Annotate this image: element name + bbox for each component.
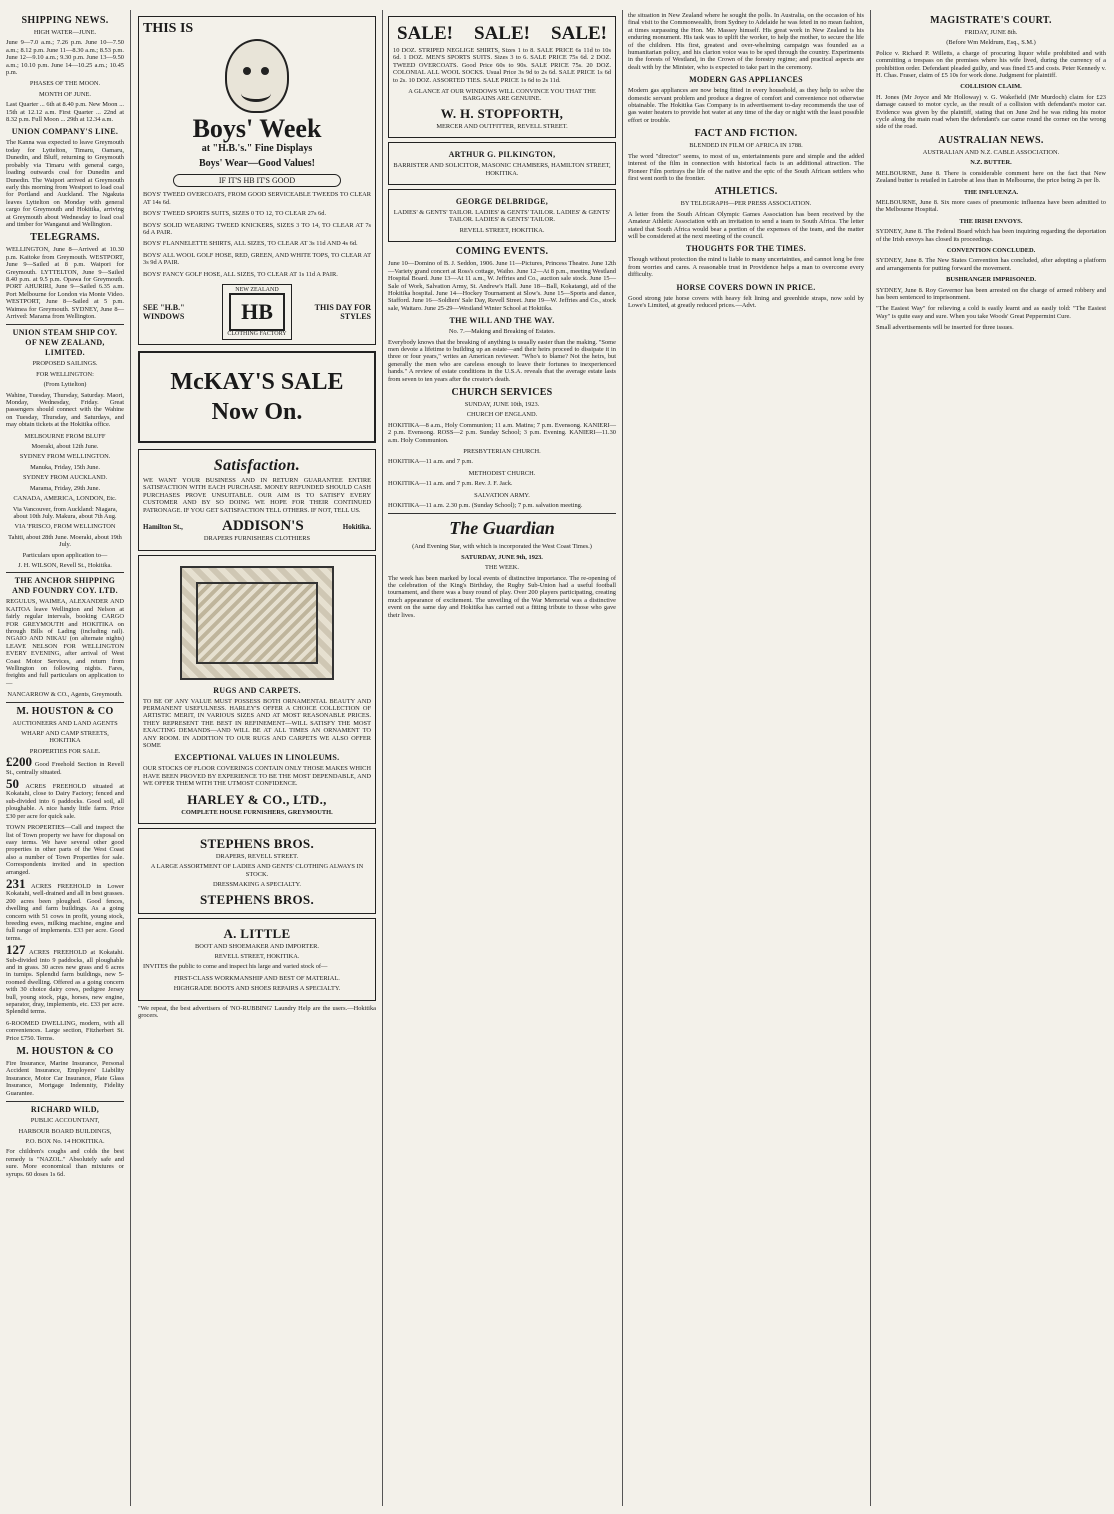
will-sub: No. 7.—Making and Breaking of Estates.	[448, 328, 556, 336]
butter-title: N.Z. BUTTER.	[970, 159, 1012, 167]
boys-week-ad	[138, 16, 376, 345]
see-hb: SEE "H.B." WINDOWS	[143, 303, 185, 322]
convention-text: SYDNEY, June 8. The New States Convention has concluded, after adopting a platform and arrangements for putting forward the movement.	[876, 257, 1106, 272]
houston-sub: AUCTIONEERS AND LAND AGENTS	[12, 719, 118, 727]
covers-text: Good strong jute horse covers with heavy felt lining and greenhide straps, now sold by Lowe's Limited, at greatly reduced prices.—Advt.	[628, 294, 864, 309]
stephens-title: STEPHENS BROS.	[199, 835, 314, 851]
will-title: THE WILL AND THE WAY.	[449, 316, 555, 326]
butter-text: MELBOURNE, June 8. There is considerable comment here on the fact that New Zealand butter is retailed in Latrobe at less than in Melbourne, the price being 2s per lb.	[876, 169, 1106, 185]
athletics-title: ATHLETICS.	[714, 186, 778, 198]
moon-phases: Last Quarter ... 6th at 8.40 p.m. New Moon ... 15th at 12.12 a.m. First Quarter ... 22nd at 8.32 p.m. Full Moon ... 29th at 12.34 a.m.	[6, 101, 124, 124]
addisons-ad	[138, 449, 376, 550]
salvation-text: HOKITIKA—11 a.m. 2.30 p.m. (Sunday School); 7 p.m. salvation meeting.	[388, 502, 583, 510]
boys-week: Boys' Week	[192, 114, 322, 143]
telegrams-title: TELEGRAMS.	[30, 232, 100, 244]
stephens-ad	[138, 828, 376, 914]
court-date: FRIDAY, JUNE 8th.	[964, 29, 1018, 36]
nazol-text: For children's coughs and colds the best remedy is "NAZOL." Absolutely safe and sure. More economical than mixtures or syrups. 60 doses 1s 6d.	[6, 1148, 124, 1178]
boys-item-1: BOYS' TWEED OVERCOATS, FROM GOOD SERVICEABLE TWEEDS TO CLEAR AT 14s 6d.	[143, 191, 371, 206]
collision-text: H. Jones (Mr Joyce and Mr Holloway) v. G. Wakefield (Mr Murdoch) claim for £23 damage caused to motor cycle, as the result of a collision with defendant's motor car. Evidence was given by the plaintiff, stating that on June 2nd he was riding his motor cycle along the main road when the defendant's car came round the corner on the wrong side of the road.	[876, 93, 1106, 131]
column-news	[624, 12, 868, 1508]
frisco-sub: Tahiti, about 28th June. Moeraki, about 19th July.	[8, 533, 122, 549]
mckay-sub: Now On.	[211, 399, 303, 426]
if-its-hb: IF IT'S HB IT'S GOOD	[173, 174, 341, 187]
collision-title: COLLISION CLAIM.	[960, 83, 1022, 91]
anchor-agent: NANCARROW & CO., Agents, Greymouth.	[7, 691, 123, 699]
week-title: THE WEEK.	[485, 564, 519, 572]
envoys-title: THE IRISH ENVOYS.	[959, 217, 1023, 225]
lino-title: EXCEPTIONAL VALUES IN LINOLEUMS.	[174, 753, 340, 763]
week-text: The week has been marked by local events of distinctive importance. The re-opening of the celebration of the King's Birthday, the Rugby Sub-Union had a useful football tournament, and there was a busy round of play. Over 200 players participating, creating much appearance of excitement. The unveiling of the War Memorial was a distinctive event on the same day and Hokitika has carried out a fitting tribute to those who gave their lives.	[388, 574, 616, 619]
column-rule	[622, 10, 623, 1506]
boy-face-icon	[225, 39, 289, 113]
rug-image-icon	[180, 566, 334, 680]
p3-text: TOWN PROPERTIES—Call and inspect the list of Town property we have for disposal on easy terms. We have several other good properties in other parts of the West Coast also a number of Town Properties for sale. Correspondents invited and in spection arranged.	[6, 824, 124, 876]
easiest-text: "The Easiest Way" for relieving a cold is easily learnt and as easily told: "The Easiest Way" is quite easy and sure. When you take Woods' Great Peppermint Cure.	[876, 305, 1106, 320]
sale-3: SALE!	[551, 23, 607, 44]
methodist-title: METHODIST CHURCH.	[468, 469, 536, 477]
union-title: UNION COMPANY'S LINE.	[11, 127, 119, 137]
moon-title: PHASES OF THE MOON.	[29, 80, 101, 88]
tide-title: HIGH WATER—JUNE.	[33, 29, 97, 36]
this-day: THIS DAY FOR STYLES	[314, 303, 371, 322]
athletics-sub: BY TELEGRAPH—PER PRESS ASSOCIATION.	[680, 200, 812, 208]
column-rule	[382, 10, 383, 1506]
thoughts-title: THOUGHTS FOR THE TIMES.	[686, 244, 806, 254]
for-wellington: FOR WELLINGTON:	[36, 370, 94, 378]
sale-items: 10 DOZ. STRIPED NEGLIGE SHIRTS, Sizes 1 to 8. SALE PRICE 6s 11d to 10s 6d. 1 DOZ. MEN'S SPORTS SUITS. Sizes 3 to 6. SALE PRICE 75s 6d. 2 DOZ. TWEED OVERCOATS. Good Price 60s to 90s. SALE PRICE 75s. 20 DOZ. COLONIAL ALL WOOL SOCKS. Usual Price 3s 9d to 2s 6d. SALE PRICE 1s 6d to 2s. 10 DOZ. ASSORTED TIES. SALE PRICE 1s 6d to 2s 11d.	[393, 47, 611, 84]
little-title: A. LITTLE	[223, 925, 291, 941]
influenza-text: MELBOURNE, June 8. Six more cases of pneumonic influenza have been admitted to the Melbourne Hospital.	[876, 198, 1106, 214]
sydney-title: SYDNEY FROM WELLINGTON.	[19, 453, 111, 461]
delbridge-sub: LADIES' & GENTS' TAILOR. LADIES' & GENTS' TAILOR. LADIES' & GENTS' TAILOR. LADIES' & GENTS' TAILOR.	[393, 209, 611, 224]
properties-title: PROPERTIES FOR SALE.	[29, 747, 101, 755]
hb-displays: at "H.B.'s." Fine Displays	[201, 143, 313, 154]
particulars: Particulars upon application to—	[22, 551, 108, 559]
this-is: THIS IS	[143, 21, 194, 36]
pilkington-ad	[388, 142, 616, 185]
stopforth-title: W. H. STOPFORTH,	[440, 105, 564, 121]
shipping-title: SHIPPING NEWS.	[21, 15, 109, 26]
australian-title: AUSTRALIAN NEWS.	[938, 134, 1044, 146]
p2-text: ACRES FREEHOLD situated at Kokatahi, close to Dairy Factory; fenced and sub-divided into 6 paddocks. Good soil, all ploughable. A nice handy little farm. Price £30 per acre for quick sale.	[6, 783, 124, 820]
telegrams-text: WELLINGTON, June 8—Arrived at 10.30 p.m. Kaitoke from Greymouth. WESTPORT, June 9—Sailed at 8 p.m. Waipori for Greymouth. LYTTELTON, June 9—Sailed 8.40 p.m. at 9.5 p.m. Opawa for Greymouth. PORT AHURIRI, June 9—Sailed 6.35 a.m. Port Melbourne for London via Monte Video. WESTPORT, June 8—Sailed at 5 p.m. Waimea for Greymouth. SYDNEY, June 8—Arrived: Marama from Wellington.	[6, 246, 124, 320]
wahine-text: Wahine, Tuesday, Thursday, Saturday. Maori, Monday, Wednesday, Friday. Great passengers should connect with the Wahine on Tuesday, Thursday, and Saturdays, and may obtain tickets at the Hokitika office.	[6, 391, 124, 429]
stephens-title-2: STEPHENS BROS.	[199, 891, 314, 907]
harley-title: HARLEY & CO., LTD.,	[187, 791, 327, 807]
envoys-text: SYDNEY, June 8. The Federal Board which has been inquiring regarding the deportation of the Irish envoys has closed its proceedings.	[876, 228, 1106, 243]
agent: J. H. WILSON, Revell St., Hokitika.	[18, 561, 112, 569]
salvation-title: SALVATION ARMY.	[474, 491, 530, 499]
pilkington-title: ARTHUR G. PILKINGTON,	[448, 150, 556, 160]
convention-title: CONVENTION CONCLUDED.	[946, 246, 1036, 254]
boys-item-4: BOYS' FLANNELETTE SHIRTS, ALL SIZES, TO CLEAR AT 3s 11d AND 4s 6d.	[143, 240, 358, 248]
repeat-text: "We repeat, the best advertisers of 'NO-RUBBING' Laundry Help are the users.—Hokitika grocers.	[138, 1004, 376, 1020]
boys-item-5: BOYS' ALL WOOL GOLF HOSE, RED, GREEN, AND WHITE TOPS, TO CLEAR AT 3s 9d A PAIR.	[143, 251, 371, 267]
athletics-text: A letter from the South African Olympic Games Association has been received by the Amateur Athletic Association with an invitation to send a team to South Africa. The letter stated that South Africa would bear a portion of the expenses of the team, and the matter will be considered at the next meeting of the council.	[628, 210, 864, 240]
little-addr: REVELL STREET, HOKITIKA.	[214, 953, 300, 960]
wild-title: RICHARD WILD,	[30, 1105, 100, 1115]
delbridge-ad	[388, 189, 616, 242]
p2-price: 50	[6, 776, 19, 792]
dressmaking: DRESSMAKING A SPECIALTY.	[213, 881, 301, 889]
p5-text: ACRES FREEHOLD at Kokatahi. Sub-divided into 9 paddocks, all ploughable and in grass. 30 acres new grass and 6 acres in turnips. Splendid farm buildings, new 5-roomed dwelling. Offered as a going concern with 30 choice dairy cows, pedigree Jersey bull, young stock, pigs, horses, new engine, separator, dray, implements, etc. £33 per acre. Splendid terms.	[6, 949, 125, 1016]
union-text: The Kanna was expected to leave Greymouth today for Lyttelton, Timaru, Oamaru, Dunedin, and Bluff, returning to Greymouth probably via Timaru with general cargo, loading outwards coal for Dunedin and Dunedin. The Waipori arrived at Greymouth early this morning from Westport to load coal for Portland and Auckland. The Ngakuta leaves Lyttelton on Monday with general cargo for Greymouth and Hokitika, arriving at Greymouth about Wednesday to load coal and timber for Wanganui and Wellington.	[6, 139, 124, 228]
methodist-text: HOKITIKA—11 a.m. and 7 p.m. Rev. J. F. Jack.	[388, 480, 513, 488]
auckland-sub: Marama, Friday, 29th June.	[29, 484, 101, 492]
church-eng: CHURCH OF ENGLAND.	[466, 411, 538, 419]
guardian-sub: (And Evening Star, with which is incorporated the West Coast Times.)	[412, 543, 592, 551]
boys-item-2: BOYS' TWEED SPORTS SUITS, SIZES 0 TO 12, TO CLEAR 27s 6d.	[143, 210, 327, 218]
lino-text: OUR STOCKS OF FLOOR COVERINGS CONTAIN ONLY THOSE MAKES WHICH HAVE BEEN PROVED BY EXPERIENCE TO BE THE MOST DEPENDABLE, AND WE OFFER THEM WITH THE UTMOST CONFIDENCE.	[143, 765, 371, 788]
advertisement-text: Small advertisements will be inserted for three issues.	[876, 324, 1014, 332]
insurance-text: Fire Insurance, Marine Insurance, Personal Accident Insurance, Employers' Liability Insurance, Motor Car Insurance, Plate Glass Insurance, Mortgage Indemnity, Fidelity Guarantee.	[6, 1060, 124, 1097]
mckay-ad	[138, 351, 376, 443]
covers-title: HORSE COVERS DOWN IN PRICE.	[676, 282, 816, 292]
church-title: CHURCH SERVICES	[451, 386, 553, 398]
little-sub: BOOT AND SHOEMAKER AND IMPORTER.	[195, 942, 319, 950]
canada-title: CANADA, AMERICA, LONDON, Etc.	[13, 495, 117, 503]
australian-sub: AUSTRALIAN AND N.Z. CABLE ASSOCIATION.	[922, 148, 1060, 156]
high-grade: HIGHGRADE BOOTS AND SHOES REPAIRS A SPECIALTY.	[173, 985, 341, 993]
sale-2: SALE!	[474, 23, 530, 44]
gas-title: MODERN GAS APPLIANCES	[689, 75, 803, 85]
little-text: INVITES the public to come and inspect his large and varied stock of—	[143, 963, 328, 971]
boys-item-3: BOYS' SOLID WEARING TWEED KNICKERS, SIZES 3 TO 14, TO CLEAR AT 7s 6d A PAIR.	[143, 221, 371, 237]
presby-text: HOKITIKA—11 a.m. and 7 p.m.	[388, 458, 473, 466]
stopforth-ad	[388, 16, 616, 138]
pilkington-sub: BARRISTER AND SOLICITOR, MASONIC CHAMBERS, HAMILTON STREET, HOKITIKA.	[393, 162, 611, 177]
glance: A GLANCE AT OUR WINDOWS WILL CONVINCE YOU THAT THE BARGAINS ARE GENUINE.	[408, 88, 596, 103]
wild-addr: HARBOUR BOARD BUILDINGS,	[18, 1127, 112, 1135]
stephens-text: A LARGE ASSORTMENT OF LADIES AND GENTS' CLOTHING ALWAYS IN STOCK.	[150, 863, 364, 878]
moon-sub: MONTH OF JUNE.	[38, 90, 91, 98]
little-ad	[138, 918, 376, 1001]
harley-ad	[138, 555, 376, 824]
fact-text: The word "director" seems, to most of us, entertainments pure and simple and the added interest of the film in connection with historical facts is an additional attraction. The Pioneer Film portrays the life of the native and the epic of the South African settlers who first went north to the frontier.	[628, 152, 864, 182]
anchor-text: REGULUS, WAIMEA, ALEXANDER AND KAITOA leave Wellington and Nelson at fairly regular intervals, booking CARGO FOR GREYMOUTH and HOKITIKA on through Bills of Lading (including rail). NGAIO AND NIKAU (on alternate nights) LEAVE NELSON FOR WELLINGTON EVERY EVENING, after arrival of West Coast Motor Services, and return from Wellington on following nights. Fares, freights and full particulars on application to—	[6, 598, 124, 687]
houston-title: M. HOUSTON & CO	[16, 705, 114, 717]
court-title: MAGISTRATE'S COURT.	[930, 15, 1052, 26]
will-text: Everybody knows that the breaking of anything is usually easier than the making. "Some men devote a lifetime to building up an estate—and their heirs proceed to dissipate it in three or four years," writes an American reviewer. "Who's to blame? Not the heirs, but generally the men who are careless enough to leave their fortunes to inexperienced hands." A review of estate conditions in the U.S.A. reveals that the average estate lasts from seven to ten years after the creator's death.	[388, 338, 616, 383]
court-sub: (Before Wm Meldrum, Esq., S.M.)	[946, 39, 1036, 47]
canada-sub: Via Vancouver, from Auckland: Niagara, about 10th July. Makura, about 7th Aug.	[12, 505, 118, 520]
auckland-title: SYDNEY FROM AUCKLAND.	[22, 474, 108, 482]
from-lyttelton: (From Lyttelton)	[43, 381, 87, 389]
addisons-name: ADDISON'S	[221, 518, 304, 535]
coming-title: COMING EVENTS.	[455, 246, 549, 258]
main-text: the situation in New Zealand where he sought the polls. In Australia, on the occasion of his final visit to the Commonwealth, from Sydney to Adelaide he was feted in no mean fashion, at times surpassing the Hon. Mr. Massey himself. His great work in New Zealand is his enduring monument. His task was to uplift the worker, to help the mother, to secure the life of the children. His first, greatest and over-whelming campaign was founded as a humanitarian policy, and his clarion voice was to be sped through the country. Experiments in the forests of Westland, in the Crown of the forestry regime; and practical aspects are dealt with by the Minister, who is expected to take part in the ceremony.	[628, 12, 864, 71]
bushranger-title: BUSHRANGER IMPRISONED.	[946, 276, 1036, 284]
houston-addr: WHARF AND CAMP STREETS, HOKITIKA	[21, 730, 109, 745]
hb-logo	[222, 284, 291, 340]
court-text: Police v. Richard P. Willetts, a charge of procuring liquor while prohibited and with committing a trespass on the premises where his wife lived, during the currency of a prohibition order. Defendant pleaded guilty, and was fined £5 and costs. Peter Kennedy v. H. Chas. Fraser, claim of £5 10s for work done. Judgment for plaintiff.	[876, 49, 1106, 80]
tides: June 9—7.0 a.m.; 7.26 p.m. June 10—7.50 a.m.; 8.12 p.m. June 11—8.30 a.m.; 8.53 p.m. June 12—9.10 a.m.; 9.30 p.m. June 13—9.50 a.m.; 10.10 p.m. June 14—10.25 a.m.; 10.45 p.m.	[6, 39, 124, 77]
influenza-title: THE INFLUENZA.	[963, 188, 1019, 196]
uss-title: UNION STEAM SHIP COY. OF NEW ZEALAND, LIMITED.	[12, 328, 118, 358]
gas-text: Modern gas appliances are now being fitted in every household, as they help to solve the domestic servant problem and produce a degree of comfort and convenience not otherwise obtainable. The Hokitika Gas Company is in advertisement to-day recommends the use of gas water heaters to provide hot water at any time of the day or night with the least possible effort or trouble.	[628, 87, 864, 124]
column-rule	[870, 10, 871, 1506]
p1-price: £200	[6, 754, 32, 770]
mckay-title: McKAY'S SALE	[170, 369, 344, 396]
melbourne-title: MELBOURNE FROM BLUFF	[24, 432, 106, 440]
satisfaction-title: Satisfaction.	[213, 457, 301, 475]
satisfaction-text: WE WANT YOUR BUSINESS AND IN RETURN GUARANTEE ENTIRE SATISFACTION WITH EACH PURCHASE. MONEY REFUNDED SHOULD CASH PURCHASES PROVE UNSUITABLE. OUR AIM IS TO SATISFY EVERY CUSTOMER AND BY SO DOING WE HOPE FOR THEIR CONTINUED PATRONAGE. IF YOU GET SATISFACTION TELL OTHERS. IF NOT, TELL US.	[143, 477, 371, 514]
column-shipping	[2, 12, 128, 1508]
p6-text: 6-ROOMED DWELLING, modern, with all conveniences. Large section, Fitzherbert St. Price £750. Terms.	[6, 1019, 124, 1042]
proposed-sailings: PROPOSED SAILINGS.	[32, 360, 98, 368]
stephens-sub: DRAPERS, REVELL STREET.	[215, 852, 299, 860]
wild-box: P.O. BOX No. 14 HOKITIKA.	[25, 1137, 105, 1145]
boys-wear: Boys' Wear—Good Values!	[199, 158, 315, 169]
addisons-trades: DRAPERS FURNISHERS CLOTHIERS	[203, 535, 311, 543]
rugs-title: RUGS AND CARPETS.	[213, 685, 301, 695]
column-court	[872, 12, 1110, 1508]
delbridge-addr: REVELL STREET, HOKITIKA.	[459, 226, 545, 234]
delbridge-title: GEORGE DELBRIDGE,	[455, 197, 549, 207]
fact-title: FACT AND FICTION.	[694, 128, 798, 140]
column-adverts	[134, 12, 380, 1508]
anchor-title: THE ANCHOR SHIPPING AND FOUNDRY COY. LTD.	[12, 576, 118, 596]
stopforth-sub: MERCER AND OUTFITTER, REVELL STREET.	[436, 122, 568, 130]
sale-1: SALE!	[397, 23, 453, 44]
p4-text: ACRES FREEHOLD in Lower Kokatahi, well-drained and all in best grasses. 200 acres been ploughed. Good fences, dwelling and farm buildings. As a going concern with 51 cows in profit, young stock, breeding ewes, milking machine, engine and full range of implements. £33 per acre. Good terms.	[6, 882, 124, 942]
fact-sub: BLENDED IN FILM OF AFRICA IN 1788.	[689, 142, 803, 150]
column-sale	[384, 12, 620, 1508]
first-class: FIRST-CLASS WORKMANSHIP AND BEST OF MATERIAL.	[174, 974, 340, 982]
bushranger-text: SYDNEY, June 8. Roy Governor has been arrested on the charge of armed robbery and has been sentenced to imprisonment.	[876, 286, 1106, 301]
p4-price: 231	[6, 875, 26, 891]
column-rule	[130, 10, 131, 1506]
hb-mark: HB	[229, 293, 285, 331]
church-date: SUNDAY, JUNE 10th, 1923.	[464, 400, 540, 408]
guardian-date: SATURDAY, JUNE 9th, 1923.	[461, 553, 543, 561]
addisons-street: Hamilton St.,	[143, 522, 183, 531]
church-text: HOKITIKA—8 a.m., Holy Communion; 11 a.m. Matins; 7 p.m. Evensong. KANIERI—2 p.m. Evensong. ROSS—2 p.m. Sunday School; 3 p.m. Evening. KANIERI—11.30 a.m. Holy Communion.	[388, 421, 616, 444]
p1-text: Good Freehold Section in Revell St., centrally situated.	[6, 761, 124, 776]
guardian-title: The Guardian	[449, 518, 555, 539]
melbourne-sub: Moeraki, about 12th June.	[31, 443, 99, 451]
houston-title-2: M. HOUSTON & CO	[16, 1046, 114, 1058]
p5-price: 127	[6, 942, 26, 958]
hb-clothing: CLOTHING FACTORY	[227, 331, 287, 338]
coming-text: June 10—Domino of B. J. Seddon, 1906. June 11—Pictures, Princess Theatre. June 12th—Variety grand concert at Ross's cottage, Waiho. June 12—At 8 p.m., meeting Westland Hospital Board. June 13—At 11 a.m., W. Jeffries and Co., auction sale stock. June 15—Sale of Work, Salvation Army, St. Andrew's Hall. June 18—Ball, Kokatangi, aid of the Hokitika hospital. June 14—Hockey Tournament at Slow's. June 15—Sports and dance, Stafford. June 16—Soldiers' Sale Day, Revell Street. June 19—W. Jeffries and Co., stock sale, Waitaro. June 25-29—Westland Winter School at Hokitika.	[388, 260, 616, 312]
wild-sub: PUBLIC ACCOUNTANT,	[30, 1117, 100, 1125]
addisons-town: Hokitika.	[342, 522, 371, 531]
harley-sub: COMPLETE HOUSE FURNISHERS, GREYMOUTH.	[181, 808, 333, 816]
presby-title: PRESBYTERIAN CHURCH.	[463, 448, 541, 455]
boys-item-6: BOYS' FANCY GOLF HOSE, ALL SIZES, TO CLEAR AT 1s 11d A PAIR.	[143, 270, 338, 278]
thoughts-text: Though without protection the mind is liable to many uncertainties, and cannot long be free from worries and cares. A reasonable trust in Providence helps a man to overcome every difficulty.	[628, 256, 864, 279]
rugs-text: TO BE OF ANY VALUE MUST POSSESS BOTH ORNAMENTAL BEAUTY AND PERMANENT USEFULNESS. HARLEY'S OFFER A CHOICE COLLECTION OF ARTISTIC MERIT, IN VARIOUS SIZES AND AT MOST REASONABLE PRICES. THEY REPRESENT THE BEST IN REFINEMENT—WILL SATISFY THE MOST EXACTING DEMANDS—AND WILL BE AT ALL TIMES AN ORNAMENT TO ANY ROOM. IN ADDITION TO OUR RUGS AND CARPETS WE ALSO OFFER SOME	[143, 697, 371, 749]
sydney-sub: Manuka, Friday, 15th June.	[30, 463, 100, 471]
hb-nz: NEW ZEALAND	[235, 287, 279, 294]
frisco-title: VIA 'FRISCO, FROM WELLINGTON	[14, 523, 116, 531]
